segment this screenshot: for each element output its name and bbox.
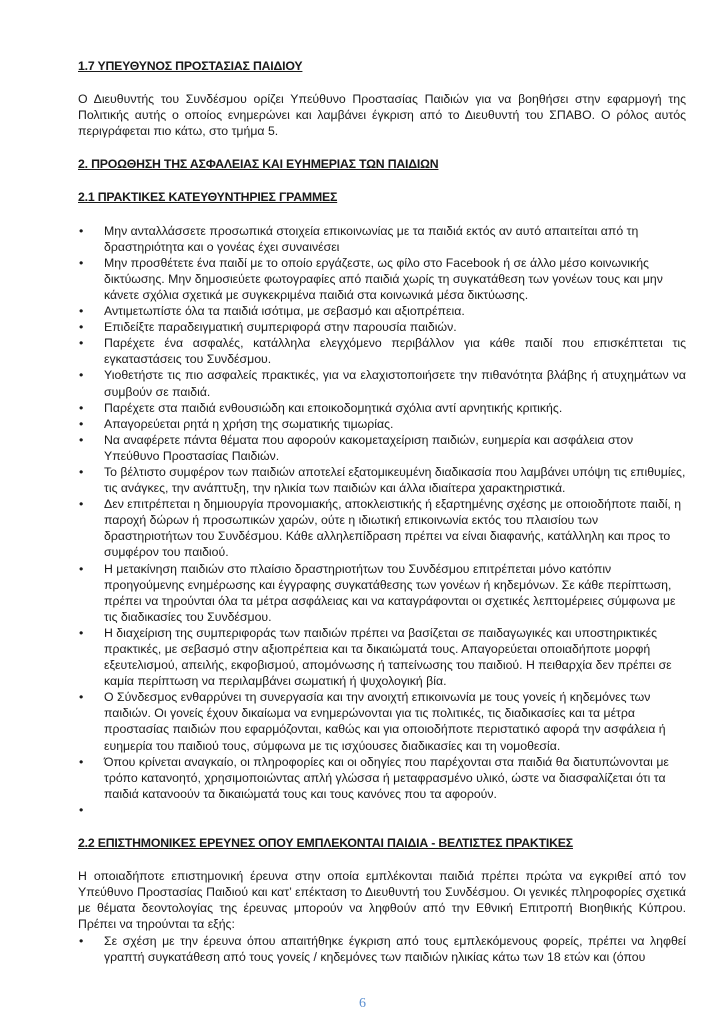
list-item: • Επιδείξτε παραδειγματική συμπεριφορά στην παρουσία παιδιών.	[79, 320, 457, 335]
section-2-2-heading: 2.2 ΕΠΙΣΤΗΜΟΝΙΚΕΣ ΕΡΕΥΝΕΣ ΟΠΟΥ ΕΜΠΛΕΚΟΝΤΑΙ ΠΑΙΔΙΑ - ΒΕΛΤΙΣΤΕΣ ΠΡΑΚΤΙΚΕΣ	[78, 836, 573, 851]
bullet-icon: •	[79, 336, 84, 351]
bullet-icon: •	[79, 754, 84, 769]
list-item: • Το βέλτιστο συμφέρον των παιδιών αποτελεί εξατομικευμένη διαδικασία που λαμβάνει υπόψη τις επιθυμίες, τις ανάγκες, την ανάπτυξη, την ηλικία των παιδιών και άλλα ιδιαίτερα χαρακτηριστικά.	[79, 464, 686, 496]
section-2-1-heading: 2.1 ΠΡΑΚΤΙΚΕΣ ΚΑΤΕΥΘΥΝΤΗΡΙΕΣ ΓΡΑΜΜΕΣ	[78, 190, 338, 205]
guidelines-list	[78, 223, 686, 818]
section-2-heading: 2. ΠΡΟΩΘΗΣΗ ΤΗΣ ΑΣΦΑΛΕΙΑΣ ΚΑΙ ΕΥΗΜΕΡΙΑΣ ΤΩΝ ΠΑΙΔΙΩΝ	[78, 157, 439, 172]
bullet-icon: •	[79, 400, 84, 415]
list-item: • Να αναφέρετε πάντα θέματα που αφορούν κακομεταχείριση παιδιών, ευημερία και ασφάλεια στον Υπεύθυνο Προστασίας Παιδιών.	[79, 432, 634, 463]
bullet-icon: •	[79, 304, 84, 319]
section-1-7-paragraph: Ο Διευθυντής του Συνδέσμου ορίζει Υπεύθυνο Προστασίας Παιδιών για να βοηθήσει στην εφαρμογή της Πολιτικής αυτής ο οποίος ενημερώνει και λαμβάνει έγκριση από το Διευθυντή του ΣΠΑΒΟ. Ο ρόλος αυτός περιγράφεται πιο κάτω, στο τμήμα 5.	[78, 92, 686, 139]
research-list	[78, 933, 686, 965]
list-item: • Δεν επιτρέπεται η δημιουργία προνομιακής, αποκλειστικής ή εξαρτημένης σχέσης με οποιοδήποτε παιδί, η παροχή δώρων ή προσωπικών χαρών, ούτε η ιδιωτική επικοινωνία εκτός του πλαισίου των δραστηριοτήτων του Συνδέσμου. Κάθε αλληλεπίδραση πρέπει να είναι διαφανής, κατάλληλη και προς το συμφέρον του παιδιού.	[79, 497, 682, 560]
bullet-icon: •	[79, 255, 84, 270]
list-item: • Υιοθετήστε τις πιο ασφαλείς πρακτικές, για να ελαχιστοποιήσετε την πιθανότητα βλάβης ή ατυχημάτων να συμβούν σε παιδιά.	[79, 368, 686, 399]
bullet-icon: •	[79, 625, 84, 640]
list-item: • Σε σχέση με την έρευνα όπου απαιτήθηκε έγκριση από τους εμπλεκόμενους φορείς, πρέπει να ληφθεί γραπτή συγκατάθεση από τους γονείς / κηδεμόνες των παιδιών ηλικίας κάτω των 18 ετών και (όπου	[79, 933, 686, 964]
bullet-icon: •	[79, 320, 84, 335]
list-item: • Ο Σύνδεσμος ενθαρρύνει τη συνεργασία και την ανοιχτή επικοινωνία με τους γονείς ή κηδεμόνες των παιδιών. Οι γονείς έχουν δικαίωμα να ενημερώνονται για τις πολιτικές, τις διαδικασίες και τα μέτρα προστασίας παιδιών που εφαρμόζονται, καθώς και για οποιοδήποτε περιστατικό αφορά την ασφάλεια ή ευημερία του παιδιού τους, σύμφωνα με τις ισχύουσες διαδικασίες και τη νομοθεσία.	[79, 690, 666, 753]
list-item: • Μην ανταλλάσσετε προσωπικά στοιχεία επικοινωνίας με τα παιδιά εκτός αν αυτό απαιτείται από τη δραστηριότητα και ο γονέας έχει συναινέσει	[79, 223, 639, 254]
bullet-icon: •	[79, 933, 84, 948]
bullet-icon: •	[79, 416, 84, 431]
list-item: • Μην προσθέτετε ένα παιδί με το οποίο εργάζεστε, ως φίλο στο Facebook ή σε άλλο μέσο κοινωνικής δικτύωσης. Μην δημοσιεύετε φωτογραφίες από παιδιά χωρίς τη συγκατάθεση των γονέων τους και μην κάνετε σχόλια σχετικά με συγκεκριμένα παιδιά στα κοινωνικά μέσα δικτύωσης.	[79, 255, 663, 302]
document-page	[78, 58, 686, 965]
bullet-icon: •	[79, 497, 84, 512]
list-item: • Όπου κρίνεται αναγκαίο, οι πληροφορίες και οι οδηγίες που παρέχονται στα παιδιά θα διατυπώνονται με τρόπο κατανοητό, χρησιμοποιώντας απλή γλώσσα ή μεταφρασμένο υλικό, ώστε να διασφαλίζεται ότι τα παιδιά κατανοούν τα δικαιώματά τους και τους κανόνες που τα αφορούν.	[79, 754, 669, 801]
list-item: • Η μετακίνηση παιδιών στο πλαίσιο δραστηριοτήτων του Συνδέσμου επιτρέπεται μόνο κατόπιν προηγούμενης ενημέρωσης και έγγραφης συγκατάθεσης των γονέων ή κηδεμόνων. Σε κάθε περίπτωση, πρέπει να τηρούνται όλα τα μέτρα ασφάλειας και να καταγράφονται οι σχετικές λεπτομέρειες σύμφωνα με τις διαδικασίες του Συνδέσμου.	[79, 561, 676, 624]
list-item: • Η διαχείριση της συμπεριφοράς των παιδιών πρέπει να βασίζεται σε παιδαγωγικές και υποστηρικτικές πρακτικές, με σεβασμό στην αξιοπρέπεια και τα δικαιώματά τους. Απαγορεύεται οποιαδήποτε μορφή εξευτελισμού, απειλής, εκφοβισμού, απομόνωσης ή ταπείνωσης του παιδιού. Η πειθαρχία δεν πρέπει σε καμία περίπτωση να περιλαμβάνει σωματική ή ψυχολογική βία.	[79, 625, 672, 689]
bullet-icon: •	[79, 223, 84, 238]
list-item: • Παρέχετε ένα ασφαλές, κατάλληλα ελεγχόμενο περιβάλλον για κάθε παιδί που επισκέπτεται τις εγκαταστάσεις του Συνδέσμου.	[79, 336, 686, 367]
section-1-7-heading: 1.7 ΥΠΕΥΘΥΝΟΣ ΠΡΟΣΤΑΣΙΑΣ ΠΑΙΔΙΟΥ	[78, 59, 303, 73]
bullet-icon: •	[79, 561, 84, 576]
bullet-icon: •	[79, 690, 84, 705]
section-2-2-paragraph: Η οποιαδήποτε επιστημονική έρευνα στην οποία εμπλέκονται παιδιά πρέπει πρώτα να εγκριθεί από τον Υπεύθυνο Προστασίας Παιδιού και κατ’ επέκταση το Διευθυντή του Συνδέσμου. Οι γενικές πληροφορίες σχετικά με θέματα δεοντολογίας της έρευνας μπορούν να ληφθούν από την Εθνική Επιτροπή Βιοηθικής Κύπρου. Πρέπει να τηρούνται τα εξής:	[78, 869, 686, 932]
bullet-icon: •	[79, 802, 84, 817]
page-number: 6	[359, 996, 366, 1011]
bullet-icon: •	[79, 432, 84, 447]
list-item-empty	[78, 802, 686, 818]
list-item: • Αντιμετωπίστε όλα τα παιδιά ισότιμα, με σεβασμό και αξιοπρέπεια.	[79, 304, 465, 319]
list-item: • Παρέχετε στα παιδιά ενθουσιώδη και εποικοδομητικά σχόλια αντί αρνητικής κριτικής.	[79, 400, 563, 415]
bullet-icon: •	[79, 464, 84, 479]
list-item: • Απαγορεύεται ρητά η χρήση της σωματικής τιμωρίας.	[79, 416, 394, 431]
bullet-icon: •	[79, 368, 84, 383]
